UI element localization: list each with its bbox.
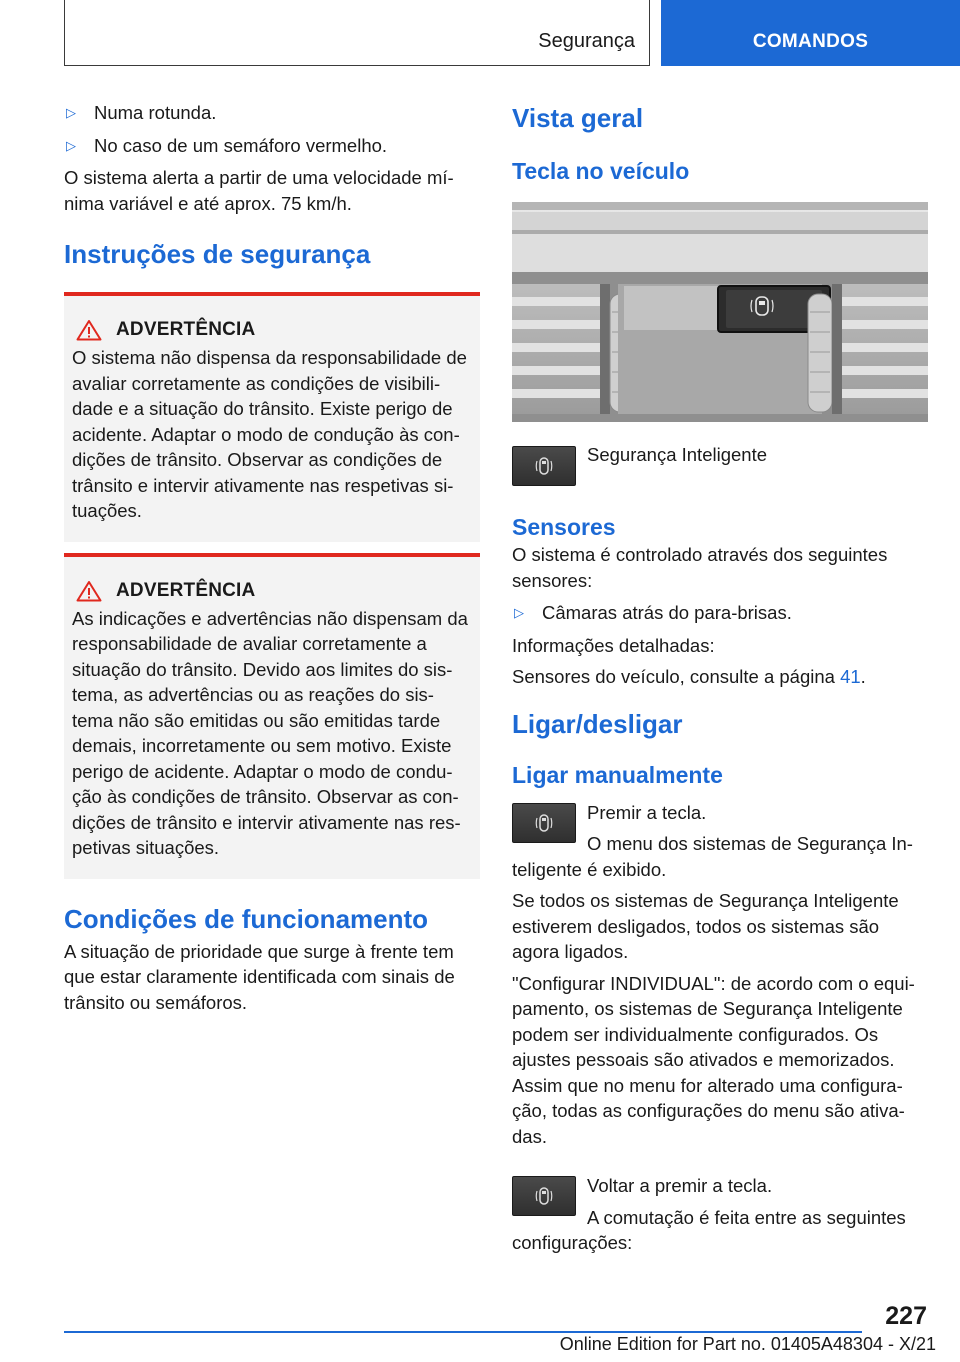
conditions-heading: Condições de funcionamento <box>64 903 429 934</box>
warning-text: O sistema não dispensa da responsabilidade de avaliar corretamente as condições de visibili-dade e a situação do trânsito. Existe perigo de acidente. Adaptar o modo de condução às con-dições de trânsito. Observar as condições de trânsito e intervir ativamente nas respetivas si-tuações. <box>72 347 467 521</box>
intelligent-safety-button-icon <box>512 803 576 843</box>
manual-step-2: O menu dos sistemas de Segurança In-teligente é exibido. <box>512 833 913 880</box>
left-column <box>64 100 480 1021</box>
warning-title: ADVERTÊNCIA <box>116 319 256 340</box>
details-reference-text: Sensores do veículo, consulte a página <box>512 666 835 687</box>
triangle-right-icon: ▷ <box>514 605 524 620</box>
warning-triangle-icon <box>72 579 116 603</box>
header-section-title: Segurança <box>538 30 635 52</box>
right-column <box>512 100 928 1262</box>
manual-step-1: Premir a tecla. <box>587 801 707 823</box>
details-reference-end: . <box>860 666 866 687</box>
all-off-paragraph: Se todos os sistemas de Segurança Inteligente estiverem desligados, todos os sistemas são agora ligados. <box>512 890 899 962</box>
manual-heading: Ligar manualmente <box>512 761 723 788</box>
intelligent-safety-button-icon <box>512 1176 576 1216</box>
button-caption: Segurança Inteligente <box>587 444 767 465</box>
header-chapter-title: COMANDOS <box>752 31 869 52</box>
safety-heading: Instruções de segurança <box>64 239 371 269</box>
warning-box-2 <box>64 553 480 879</box>
list-item <box>64 133 480 159</box>
intelligent-safety-button-icon <box>512 446 576 486</box>
list-item-text: Numa rotunda. <box>94 102 217 123</box>
warning-triangle-icon <box>72 318 116 342</box>
sensors-heading: Sensores <box>512 514 616 540</box>
sensors-paragraph: O sistema é controlado através dos seguintes sensores: <box>512 544 888 591</box>
page-link[interactable]: 41 <box>840 666 861 687</box>
list-item-text: No caso de um semáforo vermelho. <box>94 134 388 156</box>
list-item-text: Câmaras atrás do para-brisas. <box>542 602 792 623</box>
individual-config-paragraph: "Configurar INDIVIDUAL": de acordo com o equi-pamento, os sistemas de Segurança Inteligente podem ser individualmente configurados. Os ajustes pessoais são ativados e memorizados. Assim que no menu for alterado uma configura-ção, todas as configurações do menu são ativa-das. <box>512 972 915 1147</box>
manual-steps <box>512 800 928 883</box>
conditions-paragraph: A situação de prioridade que surge à frente tem que estar claramente identificada com sinais de trânsito ou semáforos. <box>64 940 455 1013</box>
warning-box-1 <box>64 292 480 542</box>
footer-edition: Online Edition for Part no. 01405A48304 - X/21 <box>559 1334 936 1354</box>
onoff-heading: Ligar/desligar <box>512 708 683 739</box>
intro-paragraph: O sistema alerta a partir de uma velocidade mí-nima variável e até aprox. 75 km/h. <box>64 167 454 214</box>
toggle-steps <box>512 1173 928 1256</box>
header-chapter-tab <box>661 0 960 66</box>
warning-title-row <box>72 318 472 342</box>
list-item <box>512 600 928 626</box>
vehicle-button-photo <box>512 202 928 422</box>
list-item <box>64 100 480 126</box>
warning-title: ADVERTÊNCIA <box>116 579 256 601</box>
warning-text: As indicações e advertências não dispensam da responsabilidade de avaliar corretamente a situação do trânsito. Devido aos limites do sis-tema, as advertências ou as reações do sis-tema não são emitidas ou são emitidas tarde demais, incorretamente ou sem motivo. Existe perigo de acidente. Adaptar o modo de condu-ção às condições de trânsito. Observar as con-dições de trânsito e intervir ativamente nas res-petivas situações. <box>72 607 468 858</box>
triangle-right-icon: ▷ <box>66 105 76 120</box>
toggle-step-1: Voltar a premir a tecla. <box>587 1175 773 1196</box>
details-label: Informações detalhadas: <box>512 634 715 656</box>
details-reference <box>512 664 928 690</box>
header-section-box <box>64 0 650 66</box>
toggle-step-2: A comutação é feita entre as seguintes configurações: <box>512 1206 906 1253</box>
overview-heading: Vista geral <box>512 103 644 133</box>
footer-divider <box>64 1331 862 1333</box>
triangle-right-icon: ▷ <box>66 137 76 153</box>
warning-title-row <box>72 579 472 603</box>
key-heading: Tecla no veículo <box>512 158 690 184</box>
button-legend-row <box>512 442 928 486</box>
page-number: 227 <box>885 1302 927 1330</box>
